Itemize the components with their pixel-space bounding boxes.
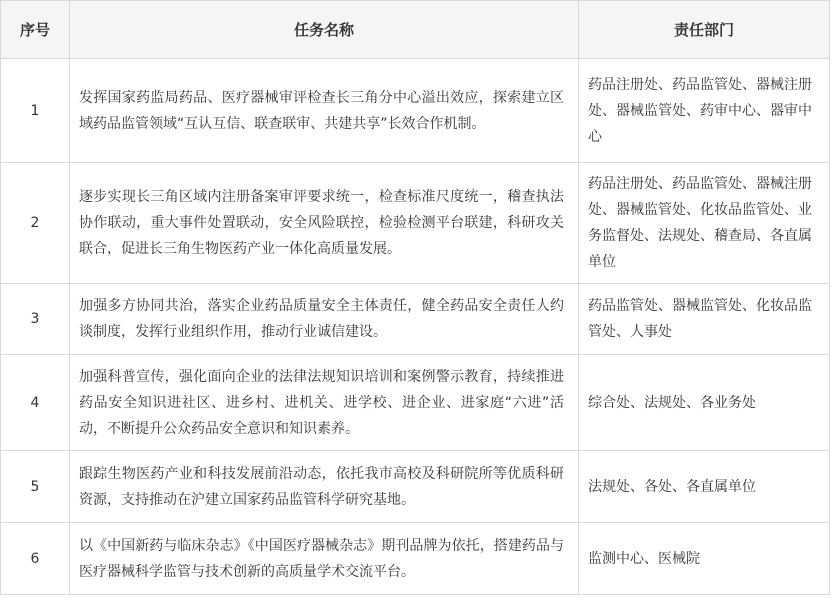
table-row <box>1 451 830 523</box>
header-row <box>1 1 830 59</box>
header-seq: 序号 <box>1 1 70 59</box>
row-dept: 药品监管处、器械监管处、化妆品监管处、人事处 <box>579 284 830 355</box>
header-task-name: 任务名称 <box>70 1 579 59</box>
row-seq: 6 <box>1 523 70 595</box>
row-task: 发挥国家药监局药品、医疗器械审评检查长三角分中心溢出效应，探索建立区域药品监管领域“互认互信、联查联审、共建共享”长效合作机制。 <box>70 59 579 163</box>
row-task: 跟踪生物医药产业和科技发展前沿动态，依托我市高校及科研院所等优质科研资源，支持推动在沪建立国家药品监管科学研究基地。 <box>70 451 579 523</box>
table-row <box>1 59 830 163</box>
row-task: 加强科普宣传，强化面向企业的法律法规知识培训和案例警示教育，持续推进药品安全知识进社区、进乡村、进机关、进学校、进企业、进家庭“六进”活动，不断提升公众药品安全意识和知识素养。 <box>70 355 579 451</box>
row-task: 以《中国新药与临床杂志》《中国医疗器械杂志》期刊品牌为依托，搭建药品与医疗器械科学监管与技术创新的高质量学术交流平台。 <box>70 523 579 595</box>
row-dept: 药品注册处、药品监管处、器械注册处、器械监管处、药审中心、器审中心 <box>579 59 830 163</box>
table-row <box>1 163 830 284</box>
row-seq: 1 <box>1 59 70 163</box>
table-row <box>1 284 830 355</box>
row-dept: 综合处、法规处、各业务处 <box>579 355 830 451</box>
header-responsible-dept: 责任部门 <box>579 1 830 59</box>
row-seq: 5 <box>1 451 70 523</box>
row-seq: 3 <box>1 284 70 355</box>
table-row <box>1 523 830 595</box>
row-seq: 2 <box>1 163 70 284</box>
row-dept: 药品注册处、药品监管处、器械注册处、器械监管处、化妆品监管处、业务监督处、法规处、稽查局、各直属单位 <box>579 163 830 284</box>
row-seq: 4 <box>1 355 70 451</box>
table-row <box>1 355 830 451</box>
row-dept: 监测中心、医械院 <box>579 523 830 595</box>
row-task: 加强多方协同共治，落实企业药品质量安全主体责任，健全药品安全责任人约谈制度，发挥行业组织作用，推动行业诚信建设。 <box>70 284 579 355</box>
row-dept: 法规处、各处、各直属单位 <box>579 451 830 523</box>
row-task: 逐步实现长三角区域内注册备案审评要求统一，检查标准尺度统一，稽查执法协作联动，重大事件处置联动，安全风险联控，检验检测平台联建，科研攻关联合，促进长三角生物医药产业一体化高质量发展。 <box>70 163 579 284</box>
